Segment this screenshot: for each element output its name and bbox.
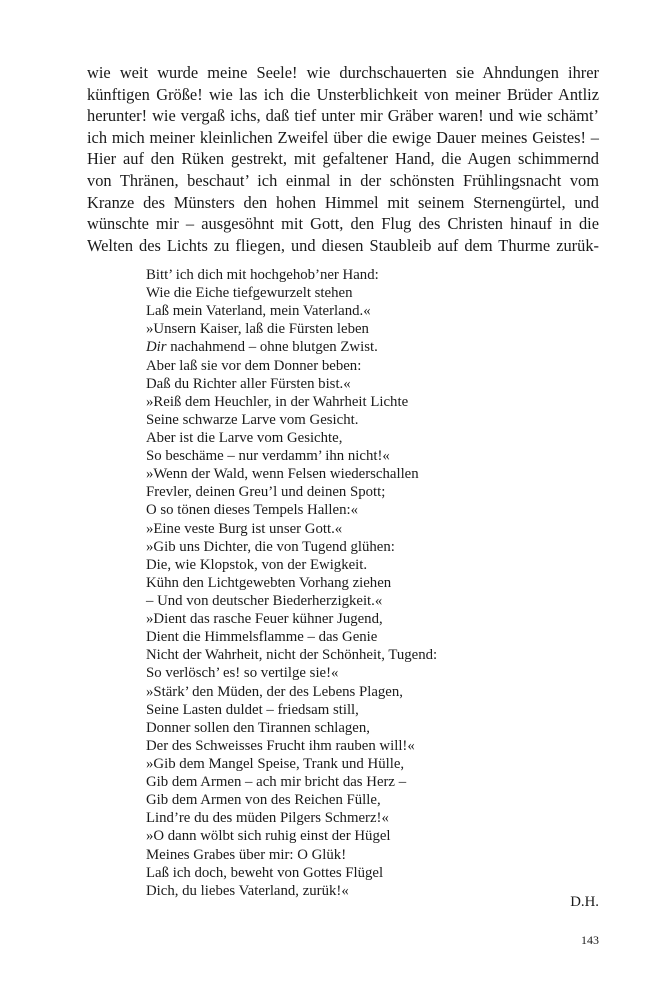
prose-line: künftigen Größe! wie las ich die Unsterblichkeit von meiner Brüder Antliz	[87, 84, 599, 104]
prose-paragraph	[87, 62, 599, 256]
verse-line: O so tönen dieses Tempels Hallen:«	[146, 502, 358, 519]
verse-line: Seine Lasten duldet – friedsam still,	[146, 701, 359, 718]
verse-line: Lind’re du des müden Pilgers Schmerz!«	[146, 810, 389, 827]
prose-line: wünschte mir – ausgesöhnt mit Gott, den Flug des Christen hinauf in die	[87, 214, 599, 234]
verse-line: »Reiß dem Heuchler, in der Wahrheit Lichte	[146, 393, 409, 410]
verse-line: »Wenn der Wald, wenn Felsen wiederschallen	[146, 466, 419, 483]
verse-line: »Stärk’ den Müden, der des Lebens Plagen,	[146, 683, 403, 700]
verse-line: »Gib dem Mangel Speise, Trank und Hülle,	[146, 755, 405, 772]
italic-word: Dir	[146, 339, 167, 356]
verse-line: So verlösch’ es! so vertilge sie!«	[146, 665, 339, 682]
verse-line: Nicht der Wahrheit, nicht der Schönheit, Tugend:	[146, 647, 438, 664]
verse-line: Kühn den Lichtgewebten Vorhang ziehen	[146, 574, 392, 591]
verse-line: Dient die Himmelsflamme – das Genie	[146, 629, 378, 646]
prose-line: wie weit wurde meine Seele! wie durchschauerten sie Ahndungen ihrer	[87, 63, 599, 82]
verse-line-rest: nachahmend – ohne blutgen Zwist.	[170, 339, 378, 356]
verse-line: Dich, du liebes Vaterland, zurük!«	[146, 882, 349, 899]
verse-line: Laß ich doch, beweht von Gottes Flügel	[146, 864, 384, 881]
verse-line: »O dann wölbt sich ruhig einst der Hügel	[146, 828, 391, 845]
prose-line: Welten des Lichts zu fliegen, und diesen Staubleib auf dem Thurme zurük-	[87, 235, 599, 255]
prose-line: von Thränen, beschaut’ ich einmal in der schönsten Frühlingsnacht vom	[87, 170, 599, 190]
verse-line: Bitt’ ich dich mit hochgehob’ner Hand:	[146, 267, 379, 283]
verse-line: »Unsern Kaiser, laß die Fürsten leben	[146, 321, 369, 338]
verse-line: Gib dem Armen von des Reichen Fülle,	[146, 792, 381, 809]
prose-line: ich mich meiner kleinlichen Zweifel über die ewige Dauer meines Geistes! –	[87, 127, 599, 147]
verse-line: »Gib uns Dichter, die von Tugend glühen:	[146, 538, 395, 555]
verse-line: Die, wie Klopstok, von der Ewigkeit.	[146, 556, 368, 573]
verse-line: »Dient das rasche Feuer kühner Jugend,	[146, 611, 383, 628]
verse-line: Aber laß sie vor dem Donner beben:	[146, 357, 362, 374]
verse-line: So beschäme – nur verdamm’ ihn nicht!«	[146, 448, 390, 465]
verse-line: Donner sollen den Tirannen schlagen,	[146, 719, 370, 736]
prose-line: Kranze des Münsters den hohen Himmel mit seinem Sternengürtel, und	[87, 192, 599, 212]
verse-line: Daß du Richter aller Fürsten bist.«	[146, 375, 351, 392]
verse-line: Meines Grabes über mir: O Glük!	[146, 846, 347, 863]
prose-line: herunter! wie vergaß ichs, daß tief unter mir Gräber waren! und wie schämt’	[87, 106, 599, 126]
author-signature: D.H.	[570, 894, 599, 910]
verse-line: Laß mein Vaterland, mein Vaterland.«	[146, 303, 371, 320]
verse-line: Der des Schweisses Frucht ihm rauben will!«	[146, 737, 415, 754]
verse-line	[146, 338, 566, 356]
verse-line: Gib dem Armen – ach mir bricht das Herz –	[146, 774, 407, 791]
verse-line: – Und von deutscher Biederherzigkeit.«	[146, 592, 383, 609]
verse-line: Aber ist die Larve vom Gesichte,	[146, 429, 343, 446]
poem	[146, 266, 566, 900]
prose-line: Hier auf den Rüken gestrekt, mit gefaltener Hand, die Augen schimmernd	[87, 149, 599, 169]
verse-line: Wie die Eiche tiefgewurzelt stehen	[146, 285, 353, 302]
page-number: 143	[581, 933, 599, 947]
verse-line: »Eine veste Burg ist unser Gott.«	[146, 520, 343, 537]
verse-line: Seine schwarze Larve vom Gesicht.	[146, 411, 359, 428]
verse-line: Frevler, deinen Greu’l und deinen Spott;	[146, 484, 386, 501]
